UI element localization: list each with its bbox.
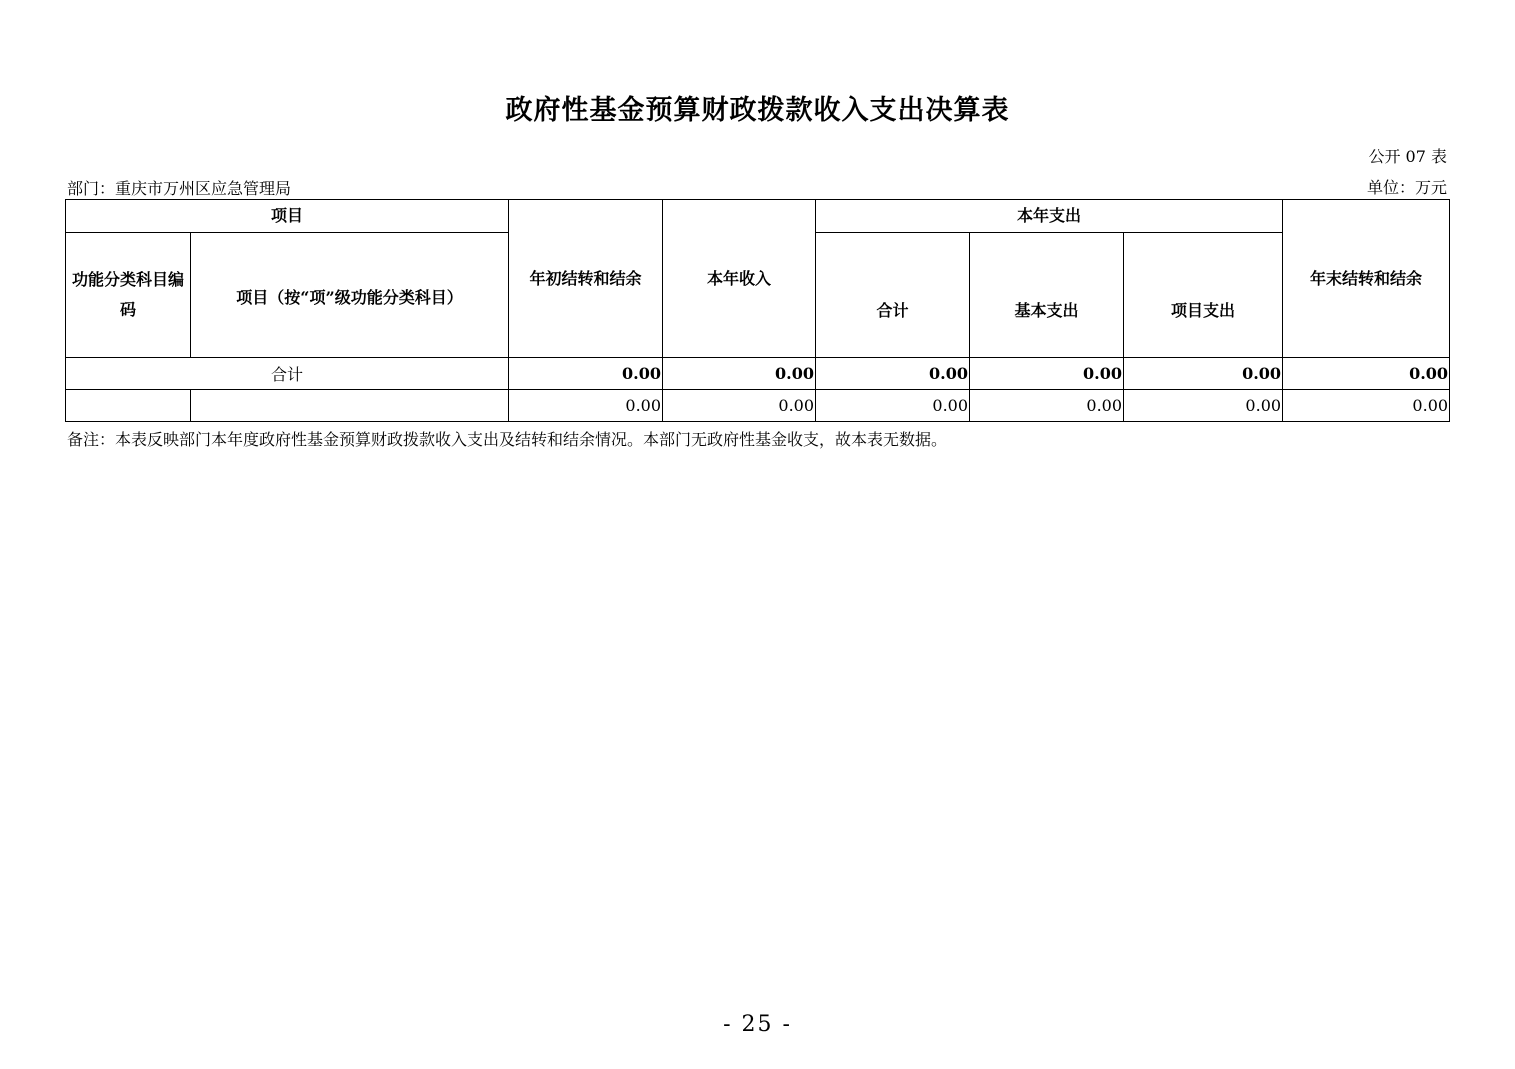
- table-note: 备注：本表反映部门本年度政府性基金预算财政拨款收入支出及结转和结余情况。本部门无政府性基金收支，故本表无数据。: [67, 430, 948, 449]
- header-expenditure-group: 本年支出: [816, 200, 1283, 233]
- row-code: [66, 390, 191, 422]
- row-current-income: 0.00: [663, 390, 816, 422]
- header-project-group: 项目: [66, 200, 509, 233]
- header-exp-project: 项目支出: [1124, 233, 1283, 358]
- table-row: [66, 390, 1450, 422]
- header-exp-basic: 基本支出: [970, 233, 1124, 358]
- row-exp-basic: 0.00: [970, 390, 1124, 422]
- row-name: [191, 390, 509, 422]
- page-number: - 25 -: [723, 1012, 792, 1037]
- row-exp-project: 0.00: [1124, 390, 1283, 422]
- row-beginning-balance: 0.00: [509, 390, 663, 422]
- header-row-1: [66, 200, 1450, 233]
- row-exp-total: 0.00: [816, 390, 970, 422]
- header-current-income: 本年收入: [663, 200, 816, 358]
- total-exp-basic: 0.00: [970, 358, 1124, 390]
- unit-label: 单位：万元: [1366, 178, 1447, 197]
- page-title: 政府性基金预算财政拨款收入支出决算表: [505, 95, 1010, 126]
- department-label: 部门：重庆市万州区应急管理局: [67, 179, 292, 198]
- header-name: 项目（按“项”级功能分类科目）: [191, 233, 509, 358]
- row-ending-balance: 0.00: [1283, 390, 1450, 422]
- table-code: 公开 07 表: [1368, 147, 1447, 166]
- budget-table: [65, 199, 1450, 422]
- total-current-income: 0.00: [663, 358, 816, 390]
- total-exp-total: 0.00: [816, 358, 970, 390]
- header-exp-total: 合计: [816, 233, 970, 358]
- total-exp-project: 0.00: [1124, 358, 1283, 390]
- total-label: 合计: [66, 358, 509, 390]
- header-ending-balance: 年末结转和结余: [1283, 200, 1450, 358]
- total-row: [66, 358, 1450, 390]
- header-code: 功能分类科目编码: [66, 233, 191, 358]
- total-beginning-balance: 0.00: [509, 358, 663, 390]
- total-ending-balance: 0.00: [1283, 358, 1450, 390]
- header-beginning-balance: 年初结转和结余: [509, 200, 663, 358]
